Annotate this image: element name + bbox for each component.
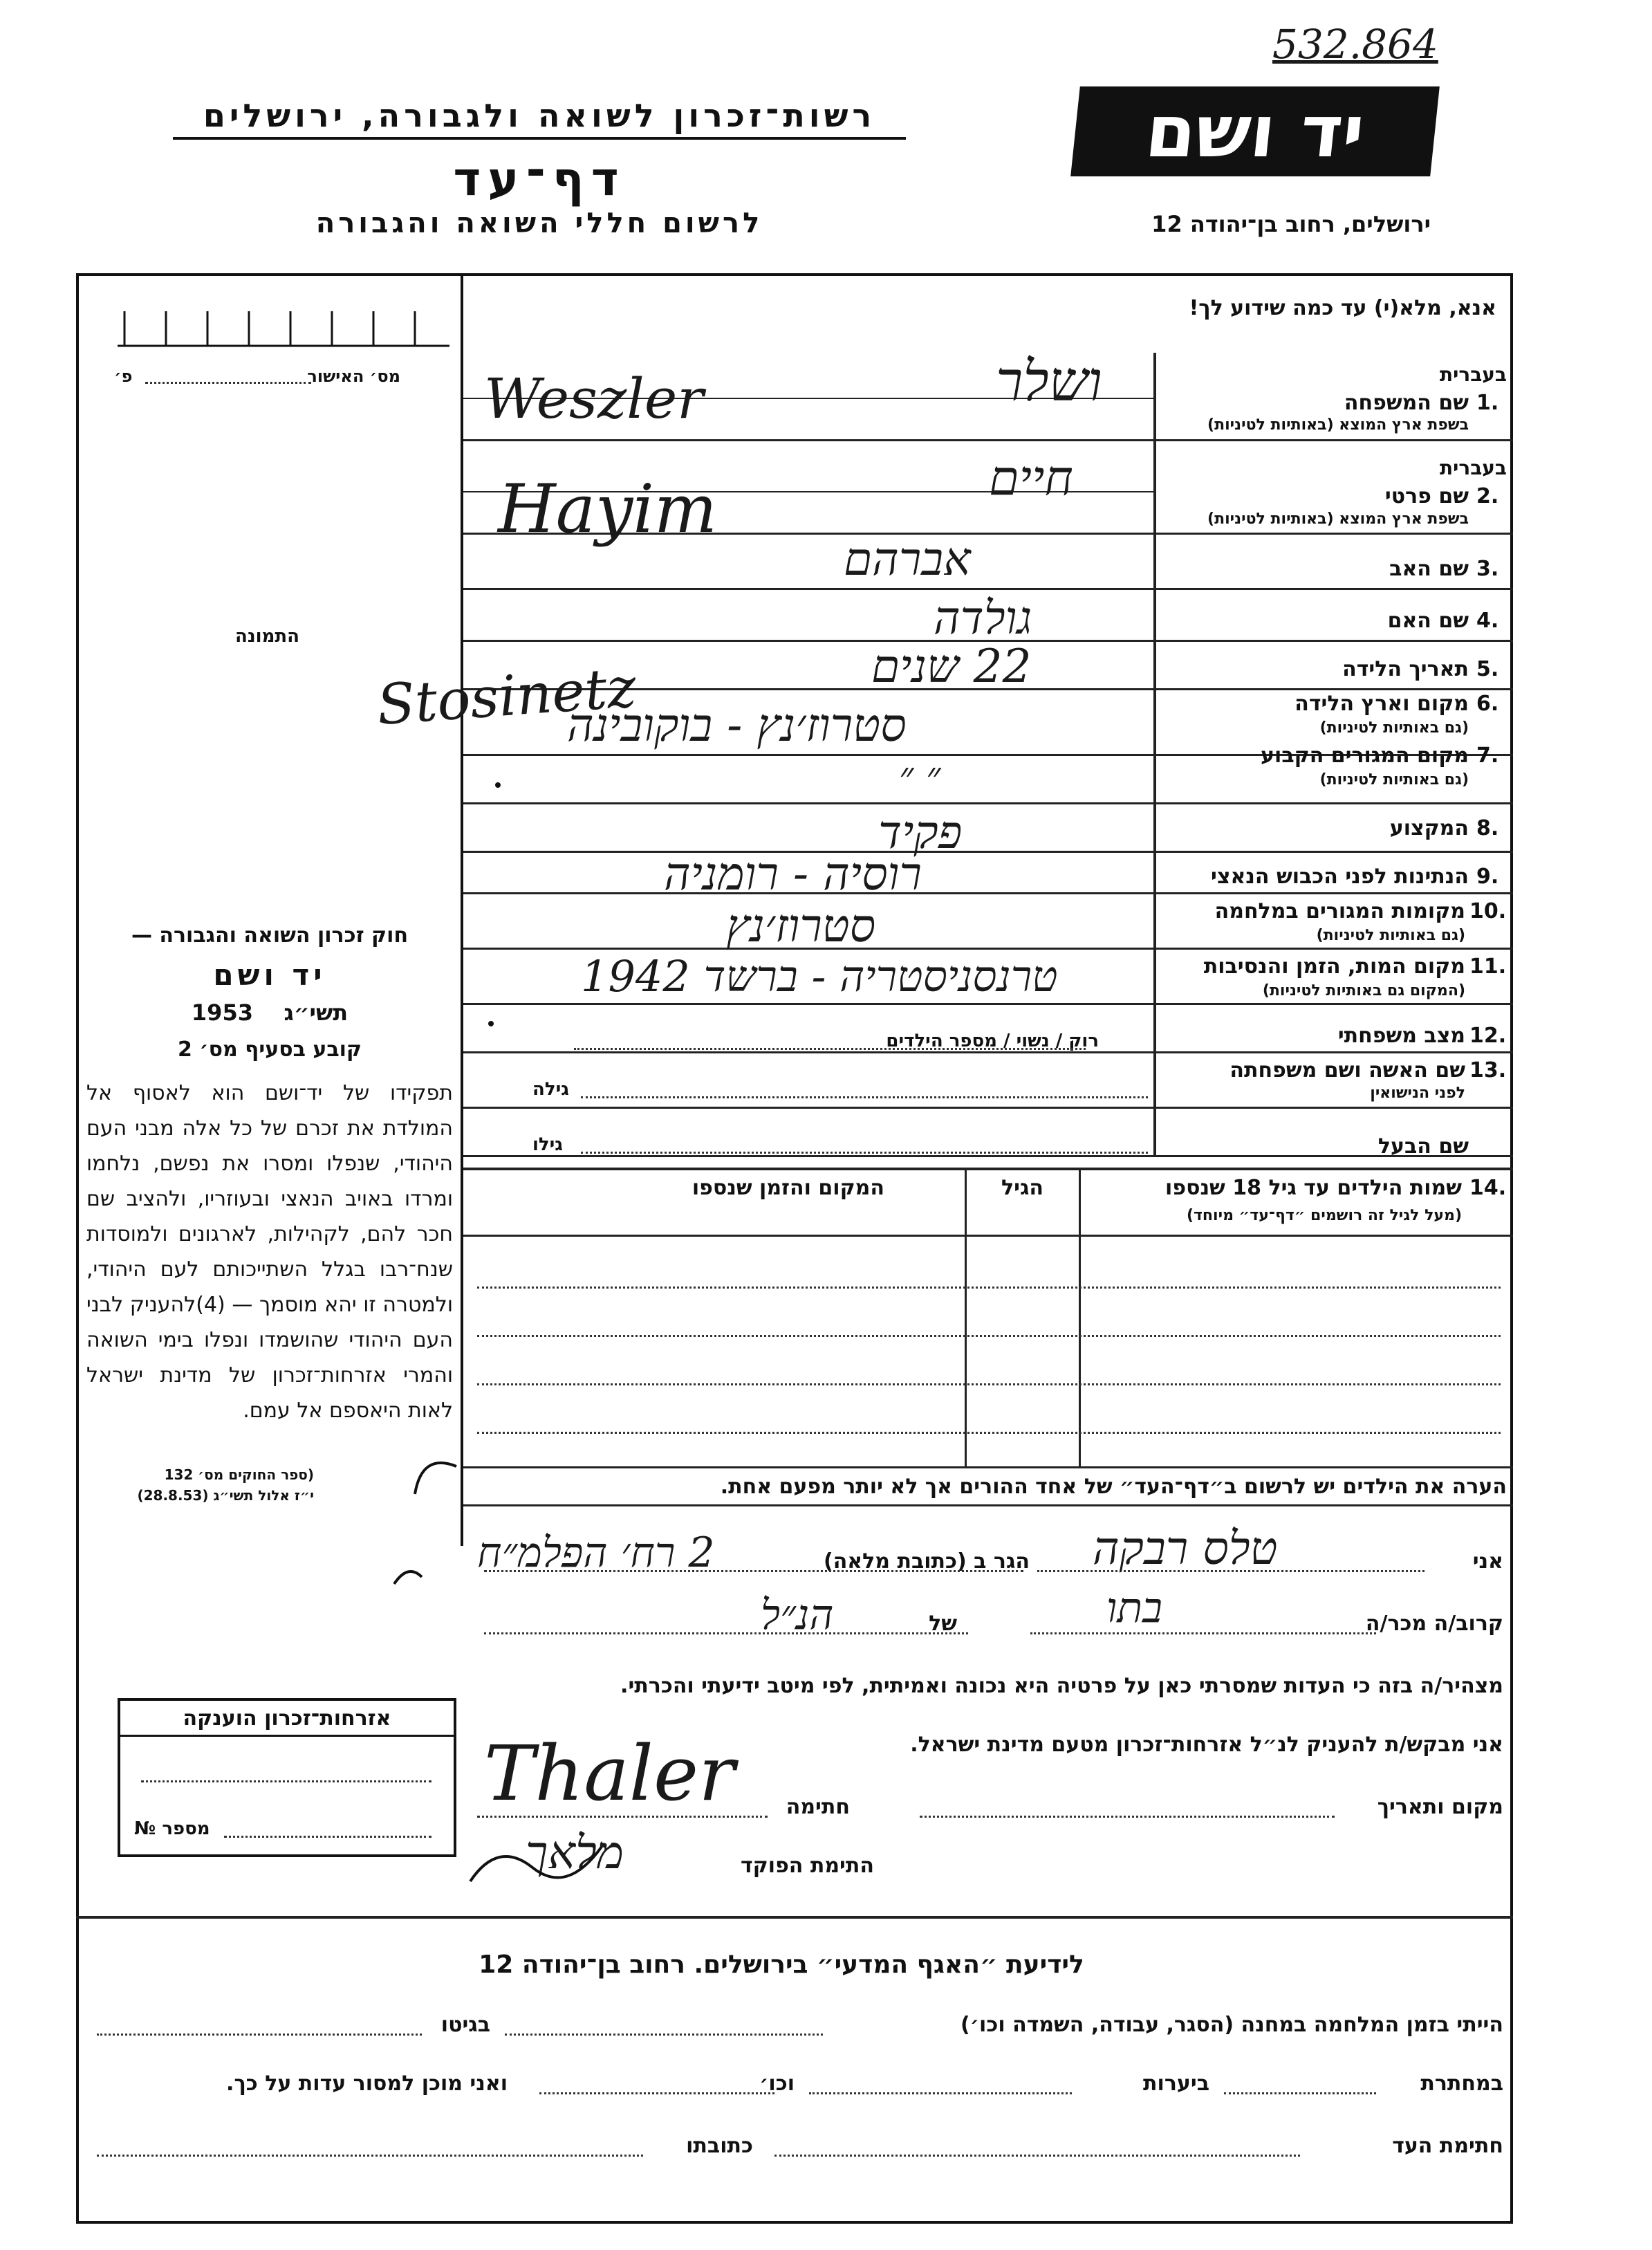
hw-nationality: רוסיה - רומניה (664, 847, 922, 901)
hw-father: אברהם (844, 533, 971, 586)
law-title: חוק זכרון השואה והגבורה — (131, 923, 409, 948)
record-number: 532.864 (1272, 21, 1438, 68)
children-note: (מעל לגיל זה רושמים ״דף־עד״ מיוחד) (1186, 1207, 1462, 1224)
bottom-title: לידיעת ״האגף המדעי״ בירושלים. רחוב בן־יהודה 12 (479, 1951, 1084, 1979)
hw-residence: ״ ״ (899, 754, 941, 799)
hw-birth-date: 22 שנים (871, 640, 1032, 693)
hw-signature: Thaler (484, 1729, 735, 1818)
hw-given-heb: חיים (989, 450, 1073, 506)
intro-text: אנא, מלא(י) עד כמה שידוע לך! (1189, 296, 1496, 320)
box-num: מספר № (134, 1818, 210, 1839)
age-label-wife: גילה (532, 1079, 569, 1100)
cert-suffix: פ׳ (114, 367, 133, 386)
law-ref2: י״ז אלול תשי״ג (28.8.53) (137, 1487, 314, 1504)
children-num: 14. (1469, 1176, 1507, 1200)
law-ref1: (ספר החוקים מס׳ 132 (164, 1466, 314, 1483)
hw-birth-place-lat: Stosinetz (375, 655, 638, 737)
photo-label: התמונה (235, 626, 300, 647)
note-text: הערה את הילדים יש לרשום ב״דף־העד״ של אחד ההורים אך לא יותר מפעם אחת. (720, 1475, 1507, 1499)
law-section: קובע בסעיף מס׳ 2 (177, 1038, 362, 1062)
hw-surname-lat: Weszler (484, 367, 704, 431)
hw-death-place: טרנסניסטריה - ברשד 1942 (581, 951, 1058, 1002)
hw-war-places: סטרוז׳נץ (726, 899, 876, 952)
form-title: דף־עד (453, 152, 626, 207)
hw-relation: בתו (1106, 1584, 1162, 1632)
hw-official-sig: מלאך (526, 1826, 624, 1879)
status-options: רוק / נשוי / מספר הילדים (886, 1031, 1099, 1051)
hw-given-lat: Hayim (498, 470, 717, 548)
age-label-husband: גילו (532, 1134, 563, 1155)
institution-name: רשות־זכרון לשואה ולגבורה, ירושלים (173, 97, 906, 140)
hw-relation-of: הנ״ל (761, 1591, 834, 1639)
hw-witness-addr: 2 רח׳ הפלמ״ח (477, 1529, 715, 1577)
law-year-heb: תשי״ג (284, 999, 349, 1026)
hw-birth-place: סטרוז׳נץ - בוקובינה (567, 699, 907, 752)
address: ירושלים, רחוב בן־יהודה 12 (1151, 211, 1431, 237)
cert-label: מס׳ האישור (307, 367, 400, 386)
hw-profession: פקיד (878, 806, 963, 859)
hw-surname-heb: ושלר (996, 349, 1102, 414)
logo-text: יד ושם (1142, 89, 1368, 174)
hw-witness-name: טלס רבקה (1093, 1522, 1278, 1575)
box-title: אזרחות־זכרון הוענקה (120, 1706, 454, 1737)
law-year: 1953 (191, 999, 253, 1026)
form-subtitle: לרשום חללי השואה והגבורה (315, 208, 763, 239)
husband-label: שם הבעל (1377, 1134, 1469, 1159)
col-place: המקום והזמן שנספו (692, 1176, 884, 1200)
hw-mother: גולדה (934, 591, 1032, 645)
law-name: יד ושם (213, 958, 326, 992)
law-text: תפקידו של יד־ושם הוא לאסוף אל המולדת את זכרם של כל אלה מבני העם היהודי, שנפלו ומסרו את נפשם, נלחמו ומרדו באויב הנאצי ובעוזריו, ולהציב שם חכר להם, לקהילות, לארגונים ולמוסדות שנח־רבו בגלל השתייכותם לעם היהודי, ולמטרה זו יהא מוסמך — (4)להעניק לבני העם היהודי שהושמדו ונפלו בימי השואה והמרי אזרחות־זכרון של מדינת ישראל לאות היאספם אל עמם. (86, 1081, 454, 1423)
col-age: הגיל (1001, 1176, 1043, 1200)
children-title: שמות הילדים עד גיל 18 שנספו (1165, 1176, 1462, 1200)
